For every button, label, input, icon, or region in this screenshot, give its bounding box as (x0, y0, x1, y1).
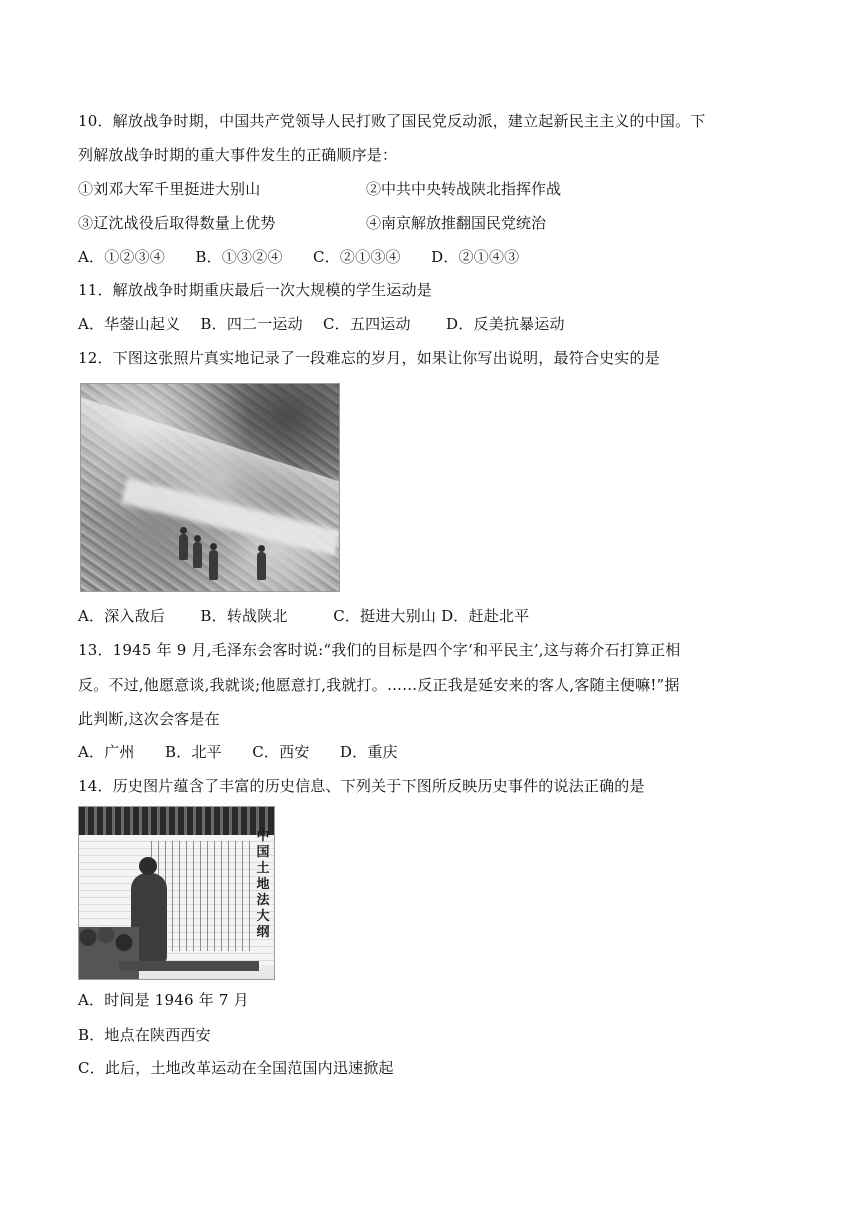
q14-photo-land-law-wall (78, 806, 275, 980)
q10-item-4: ④南京解放推翻国民党统治 (366, 214, 547, 232)
photo-heading-text: 中国土地法大纲 (256, 829, 270, 940)
q12-photo-mountain-march (80, 383, 340, 592)
q14-option-c: C．此后，土地改革运动在全国范国内迅速掀起 (78, 1059, 394, 1077)
q10-items-row1 (78, 179, 260, 199)
q10-items-row2 (78, 213, 276, 233)
photo-soldier (257, 552, 266, 580)
q10-item-3: ③辽沈战役后取得数量上优势 (78, 214, 276, 232)
q10-stem-line1: 10．解放战争时期，中国共产党领导人民打败了国民党反动派，建立起新民主主义的中国。下 (78, 112, 706, 130)
q12-stem: 12．下图这张照片真实地记录了一段难忘的岁月，如果让你写出说明，最符合史实的是 (78, 349, 660, 367)
photo-soldier (179, 534, 188, 560)
q10-options: A．①②③④ B．①③②④ C．②①③④ D．②①④③ (78, 248, 520, 266)
q10-item-2: ②中共中央转战陕北指挥作战 (366, 180, 562, 198)
photo-bench (119, 961, 259, 971)
photo-soldier (209, 550, 218, 580)
q13-stem-line1: 13．1945 年 9 月,毛泽东会客时说:“我们的目标是四个字‘和平民主’,这与蒋介石打算正相 (78, 641, 681, 659)
q14-stem: 14．历史图片蕴含了丰富的历史信息、下列关于下图所反映历史事件的说法正确的是 (78, 777, 645, 795)
q11-stem: 11．解放战争时期重庆最后一次大规模的学生运动是 (78, 281, 432, 299)
q10-item-1: ①刘邓大军千里挺进大别山 (78, 180, 261, 198)
q11-options: A．华蓥山起义 B．四二一运动 C．五四运动 D．反美抗暴运动 (78, 315, 565, 333)
q14-option-a: A．时间是 1946 年 7 月 (78, 991, 249, 1009)
q13-stem-line3: 此判断,这次会客是在 (78, 710, 220, 728)
q13-options: A．广州 B．北平 C．西安 D．重庆 (78, 743, 398, 761)
photo-crowd (79, 927, 139, 979)
q10-stem-line2: 列解放战争时期的重大事件发生的正确顺序是： (78, 146, 398, 164)
q12-options: A．深入敌后 B．转战陕北 C．挺进大别山 D．赶赴北平 (78, 607, 530, 625)
q13-stem-line2: 反。不过,他愿意谈,我就谈;他愿意打,我就打。……反正我是延安来的客人,客随主便嘛!”据 (78, 676, 680, 694)
photo-soldier (193, 542, 202, 568)
q14-option-b: B．地点在陕西西安 (78, 1026, 211, 1044)
